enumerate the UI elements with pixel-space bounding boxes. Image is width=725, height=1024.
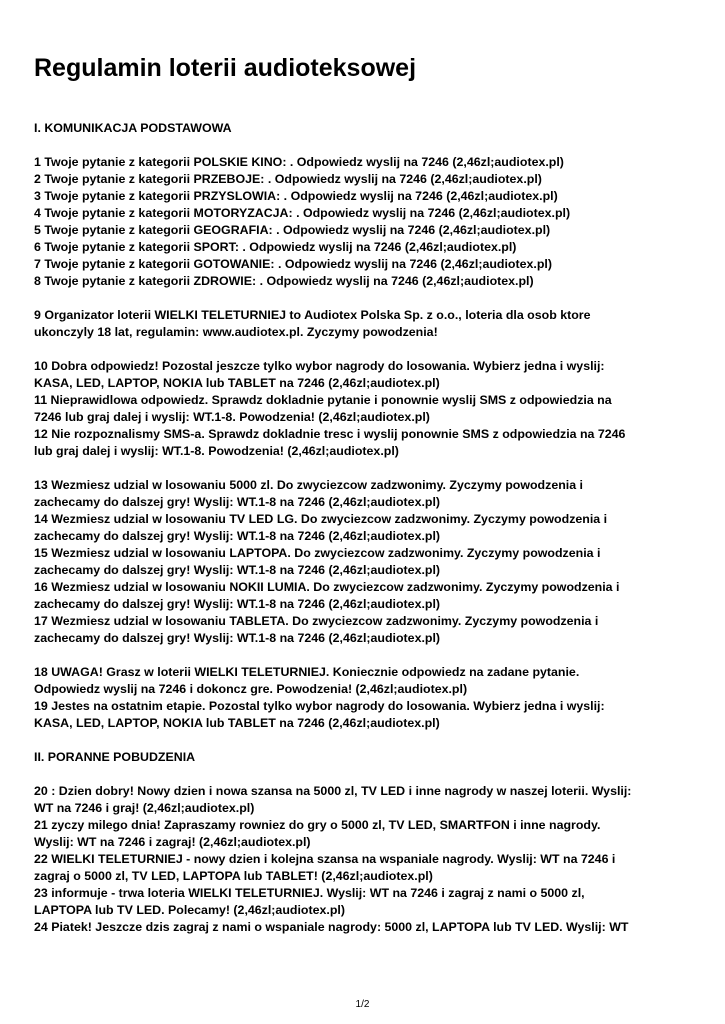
text-line: 14 Wezmiesz udzial w losowaniu TV LED LG. Do zwyciezcow zadzwonimy. Zyczymy powodzenia i [34,512,608,526]
text-line: 9 Organizator loterii WIELKI TELETURNIEJ to Audiotex Polska Sp. z o.o., loteria dla osob ktore [34,308,591,322]
text-line: 2 Twoje pytanie z kategorii PRZEBOJE: . Odpowiedz wyslij na 7246 (2,46zl;audiotex.pl) [34,172,542,186]
text-line: KASA, LED, LAPTOP, NOKIA lub TABLET na 7246 (2,46zl;audiotex.pl) [34,376,440,390]
blank-line [34,341,694,358]
text-line: 3 Twoje pytanie z kategorii PRZYSLOWIA: . Odpowiedz wyslij na 7246 (2,46zl;audiotex.pl) [34,189,558,203]
blank-line [34,766,694,783]
text-line: 15 Wezmiesz udzial w losowaniu LAPTOPA. Do zwyciezcow zadzwonimy. Zyczymy powodzenia i [34,546,601,560]
text-line: 10 Dobra odpowiedz! Pozostal jeszcze tylko wybor nagrody do losowania. Wybierz jedna i wyslij: [34,359,605,373]
blank-line [34,460,694,477]
text-line: Odpowiedz wyslij na 7246 i dokoncz gre. Powodzenia! (2,46zl;audiotex.pl) [34,682,468,696]
page-number: 1/2 [355,999,370,1010]
text-line: 19 Jestes na ostatnim etapie. Pozostal tylko wybor nagrody do losowania. Wybierz jedna i wyslij: [34,699,605,713]
text-line: Wyslij: WT na 7246 i zagraj! (2,46zl;audiotex.pl) [34,835,311,849]
text-line: 13 Wezmiesz udzial w losowaniu 5000 zl. Do zwyciezcow zadzwonimy. Zyczymy powodzenia i [34,478,584,492]
blank-line [34,732,694,749]
text-line: II. PORANNE POBUDZENIA [34,750,196,764]
text-line: 7 Twoje pytanie z kategorii GOTOWANIE: . Odpowiedz wyslij na 7246 (2,46zl;audiotex.pl) [34,257,552,271]
text-line: 24 Piatek! Jeszcze dzis zagraj z nami o wspaniale nagrody: 5000 zl, LAPTOPA lub TV LED. Wyslij: WT [34,920,629,934]
blank-line [34,137,694,154]
text-line: ukonczyly 18 lat, regulamin: www.audiotex.pl. Zyczymy powodzenia! [34,325,438,339]
text-line: 1 Twoje pytanie z kategorii POLSKIE KINO: . Odpowiedz wyslij na 7246 (2,46zl;audiotex.pl) [34,155,564,169]
text-line: lub graj dalej i wyslij: WT.1-8. Powodzenia! (2,46zl;audiotex.pl) [34,444,399,458]
text-line: 22 WIELKI TELETURNIEJ - nowy dzien i kolejna szansa na wspaniale nagrody. Wyslij: WT na 7246 i [34,852,616,866]
text-line: WT na 7246 i graj! (2,46zl;audiotex.pl) [34,801,255,815]
page-title: Regulamin loterii audioteksowej [34,54,417,82]
text-line: 20 : Dzien dobry! Nowy dzien i nowa szansa na 5000 zl, TV LED i inne nagrody w naszej loterii. Wyslij: [34,784,632,798]
document-body [34,120,694,936]
text-line: 11 Nieprawidlowa odpowiedz. Sprawdz dokladnie pytanie i ponownie wyslij SMS z odpowiedzia na [34,393,612,407]
text-line: zachecamy do dalszej gry! Wyslij: WT.1-8 na 7246 (2,46zl;audiotex.pl) [34,563,441,577]
text-line: 5 Twoje pytanie z kategorii GEOGRAFIA: . Odpowiedz wyslij na 7246 (2,46zl;audiotex.pl) [34,223,551,237]
text-line: 6 Twoje pytanie z kategorii SPORT: . Odpowiedz wyslij na 7246 (2,46zl;audiotex.pl) [34,240,517,254]
text-line: zagraj o 5000 zl, TV LED, LAPTOPA lub TABLET! (2,46zl;audiotex.pl) [34,869,433,883]
text-line: 7246 lub graj dalej i wyslij: WT.1-8. Powodzenia! (2,46zl;audiotex.pl) [34,410,430,424]
blank-line [34,647,694,664]
text-line: 16 Wezmiesz udzial w losowaniu NOKII LUMIA. Do zwyciezcow zadzwonimy. Zyczymy powodzenia i [34,580,620,594]
text-line: 18 UWAGA! Grasz w loterii WIELKI TELETURNIEJ. Koniecznie odpowiedz na zadane pytanie. [34,665,580,679]
text-line: 21 zyczy milego dnia! Zapraszamy rowniez do gry o 5000 zl, TV LED, SMARTFON i inne nagrody. [34,818,601,832]
text-line: zachecamy do dalszej gry! Wyslij: WT.1-8 na 7246 (2,46zl;audiotex.pl) [34,529,441,543]
text-line: 4 Twoje pytanie z kategorii MOTORYZACJA: . Odpowiedz wyslij na 7246 (2,46zl;audiotex.pl) [34,206,571,220]
text-line: zachecamy do dalszej gry! Wyslij: WT.1-8 na 7246 (2,46zl;audiotex.pl) [34,631,441,645]
text-line: 23 informuje - trwa loteria WIELKI TELETURNIEJ. Wyslij: WT na 7246 i zagraj z nami o 5000 zl, [34,886,585,900]
text-line: 8 Twoje pytanie z kategorii ZDROWIE: . Odpowiedz wyslij na 7246 (2,46zl;audiotex.pl) [34,274,534,288]
text-line: zachecamy do dalszej gry! Wyslij: WT.1-8 na 7246 (2,46zl;audiotex.pl) [34,597,441,611]
text-line: zachecamy do dalszej gry! Wyslij: WT.1-8 na 7246 (2,46zl;audiotex.pl) [34,495,441,509]
text-line: 17 Wezmiesz udzial w losowaniu TABLETA. Do zwyciezcow zadzwonimy. Zyczymy powodzenia i [34,614,599,628]
text-line: LAPTOPA lub TV LED. Polecamy! (2,46zl;audiotex.pl) [34,903,345,917]
text-line: 12 Nie rozpoznalismy SMS-a. Sprawdz dokladnie tresc i wyslij ponownie SMS z odpowiedzia na 7246 [34,427,626,441]
blank-line [34,290,694,307]
text-line: KASA, LED, LAPTOP, NOKIA lub TABLET na 7246 (2,46zl;audiotex.pl) [34,716,440,730]
text-line: I. KOMUNIKACJA PODSTAWOWA [34,121,232,135]
